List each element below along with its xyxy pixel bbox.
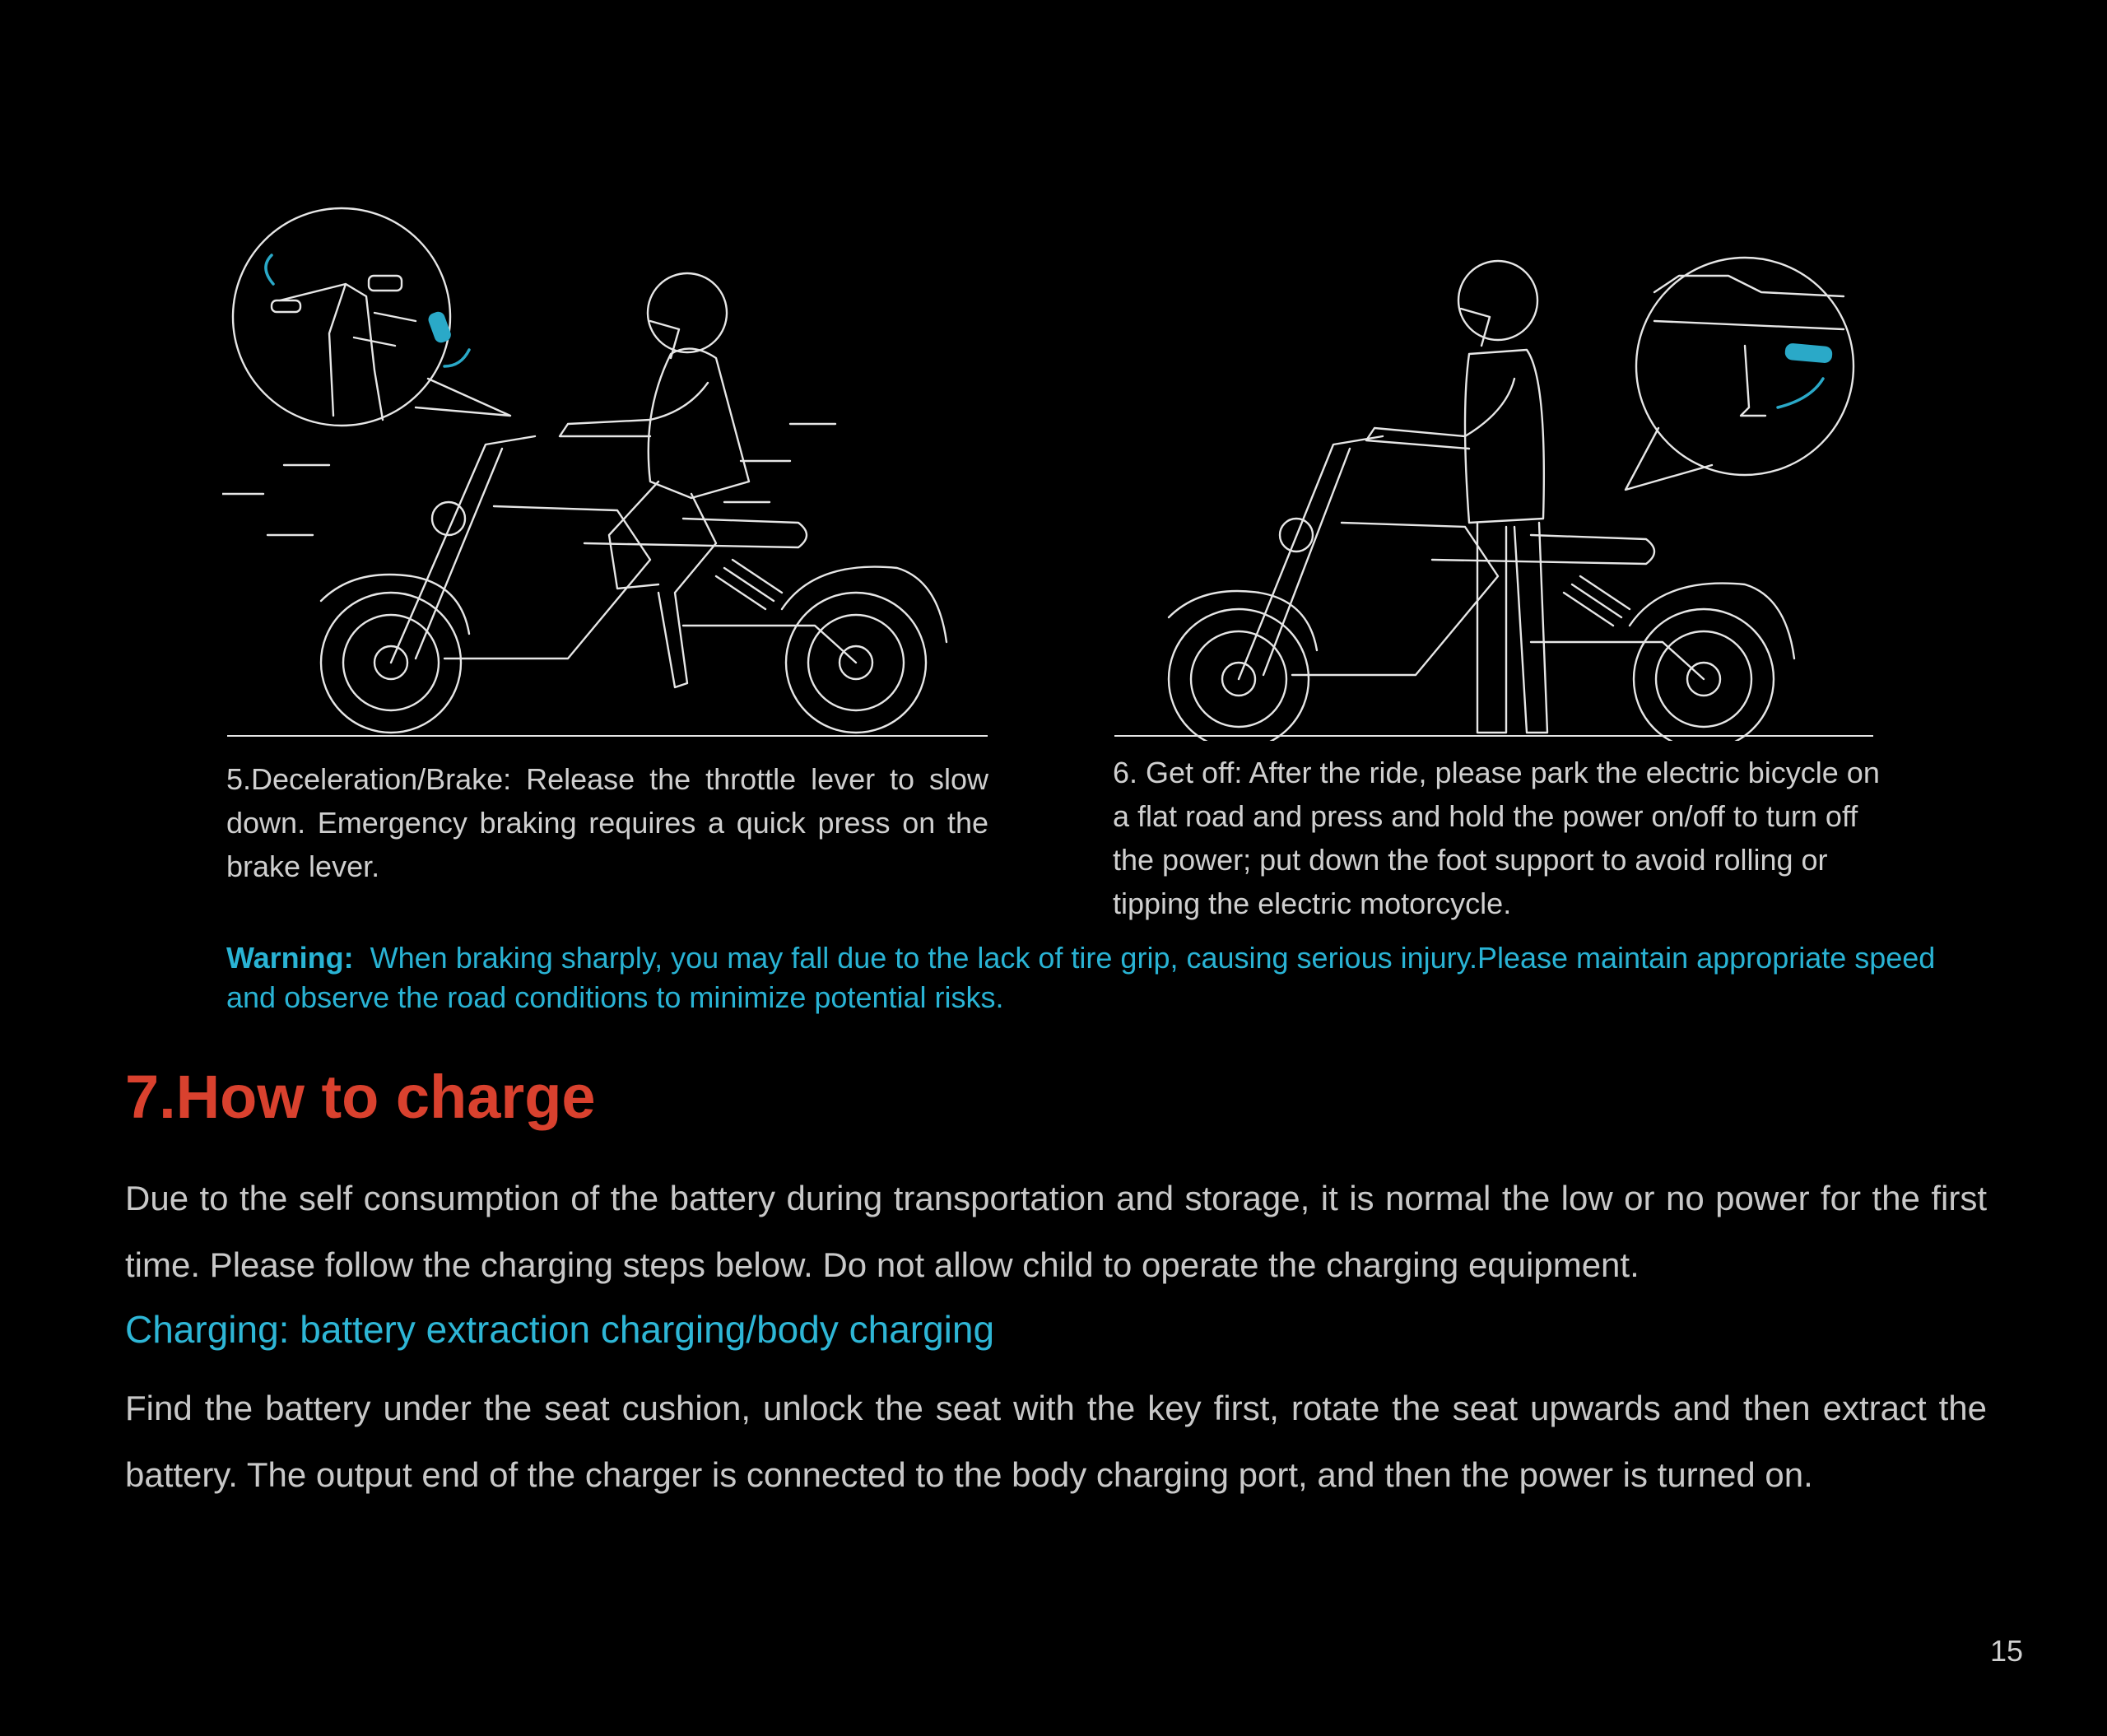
ground-line-right — [1114, 735, 1873, 737]
kickstand-zoom-icon — [1626, 258, 1854, 490]
step6-caption: 6. Get off: After the ride, please park the electric bicycle on a flat road and press and hold the power on/off to turn off the power; put down the foot support to avoid rolling or tipping the electric motorcycle. — [1113, 756, 1880, 920]
section-intro: Due to the self consumption of the battery during transportation and storage, it is normal the low or no power for the first time. Please follow the charging steps below. Do not allow child to operate the charging equipment. — [125, 1179, 1987, 1284]
handlebar-brake-zoom-icon — [233, 208, 510, 426]
ground-line-left — [227, 735, 988, 737]
page-number: 15 — [1990, 1634, 2024, 1668]
section-title: 7.How to charge — [125, 1063, 596, 1131]
charging-instructions: Find the battery under the seat cushion, unlock the seat with the key first, rotate the seat upwards and then extract the battery. The output end of the charger is connected to the body charging port, and then the power is turned on. — [125, 1389, 1987, 1494]
warning-label: Warning: — [226, 941, 354, 975]
warning-note — [226, 938, 1955, 1017]
section-subtitle: Charging: battery extraction charging/body charging — [125, 1308, 995, 1351]
warning-text: When braking sharply, you may fall due to the lack of tire grip, causing serious injury.Please maintain appropriate speed and observe the road conditions to minimize potential risks. — [226, 941, 1936, 1014]
rider-braking-illustration — [222, 198, 1004, 741]
rider-dismount-illustration — [1152, 247, 1877, 741]
step5-caption: 5.Deceleration/Brake: Release the throttle lever to slow down. Emergency braking requires a quick press on the brake lever. — [226, 762, 988, 883]
